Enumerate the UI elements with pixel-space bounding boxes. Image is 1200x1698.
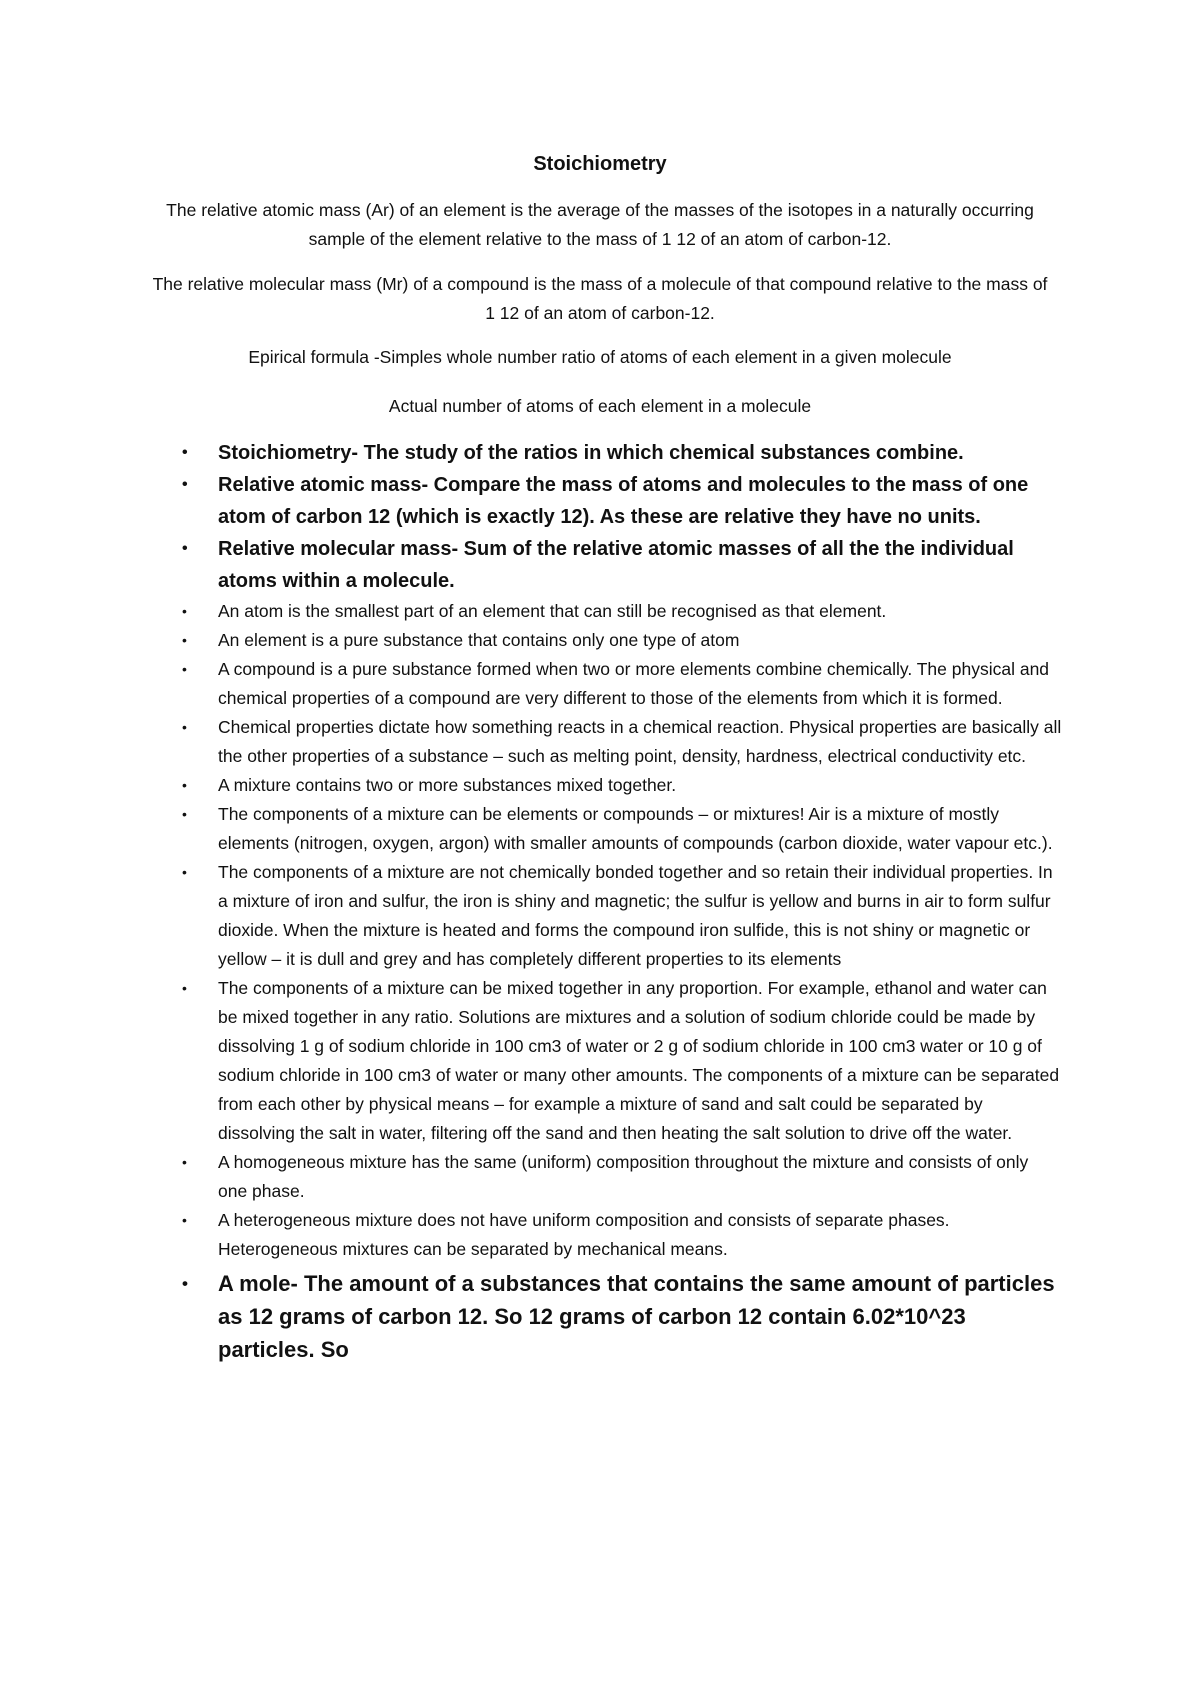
list-item <box>182 1267 1062 1366</box>
list-item <box>182 533 1062 597</box>
paragraph-molecular-formula: Actual number of atoms of each element in a molecule <box>388 396 812 416</box>
list-item <box>182 626 1062 655</box>
document-title: Stoichiometry <box>533 153 667 175</box>
list-item-text: Chemical properties dictate how something reacts in a chemical reaction. Physical properties are basically all the other properties of a substance – such as melting point, density, hardness, electrical conductivity etc. <box>218 717 1062 766</box>
list-item-text: A homogeneous mixture has the same (uniform) composition throughout the mixture and consists of only one phase. <box>218 1152 1029 1201</box>
bullet-icon: • <box>182 661 187 677</box>
list-item-text: Relative molecular mass- Sum of the relative atomic masses of all the the individual atoms within a molecule. <box>218 538 1014 592</box>
list-item <box>182 469 1062 533</box>
bullet-icon: • <box>182 1212 187 1228</box>
bullet-icon: • <box>182 864 187 880</box>
list-item-text: A mixture contains two or more substances mixed together. <box>218 775 677 795</box>
bullet-icon: • <box>182 444 188 461</box>
list-item-text: The components of a mixture can be mixed together in any proportion. For example, ethanol and water can be mixed together in any ratio. Solutions are mixtures and a solution of sodium chloride could be made by dissolving 1 g of sodium chloride in 100 cm3 of water or 2 g of sodium chloride in 100 cm3 water or 10 g of sodium chloride in 100 cm3 of water or many other amounts. The components of a mixture can be separated from each other by physical means – for example a mixture of sand and salt could be separated by dissolving the salt in water, filtering off the sand and then heating the salt solution to drive off the water. <box>218 978 1060 1143</box>
bullet-icon: • <box>182 777 187 793</box>
list-item <box>182 597 1062 626</box>
paragraph-empirical-formula: Epirical formula -Simples whole number ratio of atoms of each element in a given molecule <box>248 347 952 367</box>
list-item <box>182 800 1062 858</box>
bullet-icon: • <box>182 1154 187 1170</box>
bullet-icon: • <box>182 980 187 996</box>
list-item-text: A mole- The amount of a substances that contains the same amount of particles as 12 grams of carbon 12. So 12 grams of carbon 12 contain 6.02*10^23 particles. So <box>218 1271 1055 1362</box>
list-item-text: Relative atomic mass- Compare the mass of atoms and molecules to the mass of one atom of carbon 12 (which is exactly 12). As these are relative they have no units. <box>218 474 1029 528</box>
paragraph-relative-molecular-mass: The relative molecular mass (Mr) of a compound is the mass of a molecule of that compound relative to the mass of 1 12 of an atom of carbon-12. <box>152 274 1048 323</box>
list-item-text: The components of a mixture are not chemically bonded together and so retain their individual properties. In a mixture of iron and sulfur, the iron is shiny and magnetic; the sulfur is yellow and burns in air to form sulfur dioxide. When the mixture is heated and forms the compound iron sulfide, this is not shiny or magnetic or yellow – it is dull and grey and has completely different properties to its elements <box>218 862 1053 969</box>
paragraph-relative-atomic-mass: The relative atomic mass (Ar) of an element is the average of the masses of the isotopes in a naturally occurring sample of the element relative to the mass of 1 12 of an atom of carbon-12. <box>166 200 1034 249</box>
list-item <box>182 771 1062 800</box>
list-item <box>182 858 1062 974</box>
bullet-icon: • <box>182 719 187 735</box>
list-item-text: The components of a mixture can be elements or compounds – or mixtures! Air is a mixture of mostly elements (nitrogen, oxygen, argon) with smaller amounts of compounds (carbon dioxide, water vapour etc.). <box>218 804 1053 853</box>
list-item-text: Stoichiometry- The study of the ratios in which chemical substances combine. <box>218 442 964 464</box>
list-item <box>182 655 1062 713</box>
bullet-icon: • <box>182 632 187 648</box>
bullet-icon: • <box>182 476 188 493</box>
bullet-icon: • <box>182 1274 188 1293</box>
list-item <box>182 713 1062 771</box>
bullet-list <box>182 437 1062 1366</box>
list-item-text: A heterogeneous mixture does not have uniform composition and consists of separate phases. Heterogeneous mixtures can be separated by mechanical means. <box>218 1210 950 1259</box>
list-item <box>182 1206 1062 1264</box>
list-item-text: A compound is a pure substance formed when two or more elements combine chemically. The physical and chemical properties of a compound are very different to those of the elements from which it is formed. <box>218 659 1050 708</box>
list-item <box>182 974 1062 1148</box>
bullet-icon: • <box>182 603 187 619</box>
list-item <box>182 437 1062 469</box>
list-item <box>182 1148 1062 1206</box>
list-item-text: An element is a pure substance that contains only one type of atom <box>218 630 740 650</box>
bullet-icon: • <box>182 806 187 822</box>
list-item-text: An atom is the smallest part of an element that can still be recognised as that element. <box>218 601 887 621</box>
bullet-icon: • <box>182 540 188 557</box>
